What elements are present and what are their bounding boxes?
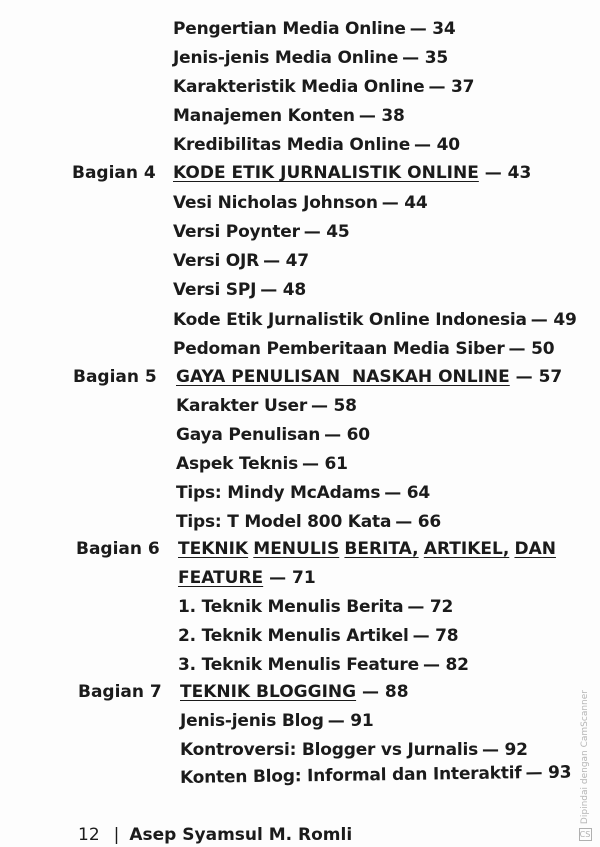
toc-entry-title: Versi SPJ — [173, 280, 257, 300]
toc-entry-page: — 82 — [422, 655, 469, 675]
footer-separator: | — [113, 825, 120, 845]
section-heading — [178, 539, 556, 559]
toc-entry-title: Tips: T Model 800 Kata — [176, 512, 392, 532]
section-heading — [180, 682, 409, 702]
toc-entry — [180, 711, 374, 731]
toc-entry — [173, 135, 460, 155]
toc-entry-page: — 45 — [303, 222, 350, 242]
section-heading-page: — 57 — [515, 367, 563, 387]
section-label: Bagian 7 — [78, 682, 162, 702]
toc-entry — [173, 48, 448, 68]
section-heading-word: MENULIS — [253, 539, 340, 559]
section-label: Bagian 4 — [72, 163, 156, 183]
toc-entry — [173, 339, 554, 359]
toc-entry-title: Gaya Penulisan — [176, 425, 321, 445]
toc-entry — [173, 310, 577, 330]
section-heading-page: — 43 — [484, 163, 532, 183]
section-heading-continued — [178, 568, 316, 588]
toc-entry — [173, 106, 405, 126]
toc-entry — [173, 280, 306, 300]
toc-entry — [173, 77, 474, 97]
toc-entry-page: — 35 — [402, 48, 448, 68]
page-number: 12 — [78, 825, 100, 845]
page-footer — [78, 825, 352, 845]
toc-entry-page: — 44 — [381, 193, 428, 213]
toc-entry-title: Jenis-jenis Blog — [180, 711, 324, 731]
toc-entry-page: — 92 — [482, 740, 528, 760]
toc-entry-title: Kredibilitas Media Online — [173, 135, 411, 155]
toc-entry-title: 1. Teknik Menulis Berita — [178, 597, 404, 617]
toc-entry — [176, 396, 357, 416]
toc-entry — [178, 655, 469, 675]
toc-entry-page: — 49 — [530, 310, 577, 330]
toc-entry-title: 3. Teknik Menulis Feature — [178, 655, 419, 675]
watermark-text: Dipindai dengan CamScanner — [580, 690, 590, 825]
toc-entry-title: Pedoman Pemberitaan Media Siber — [173, 339, 505, 359]
section-label: Bagian 5 — [73, 367, 157, 387]
toc-entry — [180, 763, 572, 788]
toc-entry-page: — 64 — [384, 483, 431, 503]
toc-entry-title: Versi Poynter — [173, 222, 300, 242]
section-heading-title: TEKNIK BLOGGING — [180, 682, 357, 702]
section-heading-word: BERITA, — [344, 539, 419, 559]
toc-entry-title: Vesi Nicholas Johnson — [173, 193, 378, 213]
toc-entry-page: — 34 — [409, 19, 456, 39]
section-heading — [176, 367, 562, 387]
toc-entry-page: — 47 — [263, 251, 309, 271]
toc-entry — [173, 251, 309, 271]
toc-entry-page: — 78 — [412, 626, 459, 646]
toc-entry-title: Kontroversi: Blogger vs Jurnalis — [180, 740, 479, 760]
toc-entry — [173, 193, 428, 213]
toc-entry-page: — 58 — [311, 396, 357, 416]
toc-entry — [176, 483, 430, 503]
toc-entry — [176, 425, 370, 445]
section-heading-word: TEKNIK — [178, 539, 249, 559]
camscanner-logo-icon: CS — [579, 830, 591, 840]
toc-entry-page: — 60 — [324, 425, 370, 445]
scanner-watermark — [578, 690, 592, 840]
toc-entry — [180, 740, 528, 760]
toc-entry — [178, 597, 453, 617]
section-heading-word: ARTIKEL, — [423, 539, 510, 559]
toc-entry-page: — 66 — [395, 512, 442, 532]
toc-entry-page: — 48 — [260, 280, 307, 300]
toc-entry-title: Pengertian Media Online — [173, 19, 406, 39]
section-heading-page: — 71 — [269, 568, 316, 588]
toc-entry-title: 2. Teknik Menulis Artikel — [178, 626, 409, 646]
section-heading-title: FEATURE — [178, 568, 264, 588]
section-heading — [173, 163, 531, 183]
section-heading-title: GAYA PENULISAN NASKAH ONLINE — [176, 367, 510, 387]
toc-entry-title: Kode Etik Jurnalistik Online Indonesia — [173, 310, 527, 330]
toc-entry — [173, 19, 455, 39]
toc-entry-title: Karakteristik Media Online — [173, 77, 425, 97]
toc-entry-title: Aspek Teknis — [176, 454, 299, 474]
toc-entry-title: Karakter User — [176, 396, 308, 416]
toc-entry — [176, 512, 441, 532]
toc-entry-page: — 91 — [327, 711, 374, 731]
section-heading-word: DAN — [514, 539, 556, 559]
toc-entry-page: — 37 — [428, 77, 475, 97]
toc-entry-page: — 72 — [407, 597, 454, 617]
toc-entry — [176, 454, 348, 474]
toc-entry-page: — 50 — [508, 339, 555, 359]
toc-entry-page: — 61 — [302, 454, 348, 474]
toc-entry-title: Versi OJR — [173, 251, 260, 271]
toc-entry-page: — 40 — [414, 135, 460, 155]
toc-entry-title: Tips: Mindy McAdams — [176, 483, 381, 503]
section-heading-page: — 88 — [362, 682, 409, 702]
toc-entry-page: — 38 — [358, 106, 405, 126]
toc-entry-title: Konten Blog: Informal dan Interaktif — [179, 763, 522, 788]
toc-entry — [178, 626, 458, 646]
footer-author: Asep Syamsul M. Romli — [129, 825, 353, 845]
toc-entry-page: — 93 — [525, 762, 572, 784]
toc-entry-title: Manajemen Konten — [173, 106, 355, 126]
toc-entry — [173, 222, 350, 242]
section-heading-title: KODE ETIK JURNALISTIK ONLINE — [173, 163, 479, 183]
toc-entry-title: Jenis-jenis Media Online — [173, 48, 399, 68]
section-label: Bagian 6 — [76, 539, 160, 559]
